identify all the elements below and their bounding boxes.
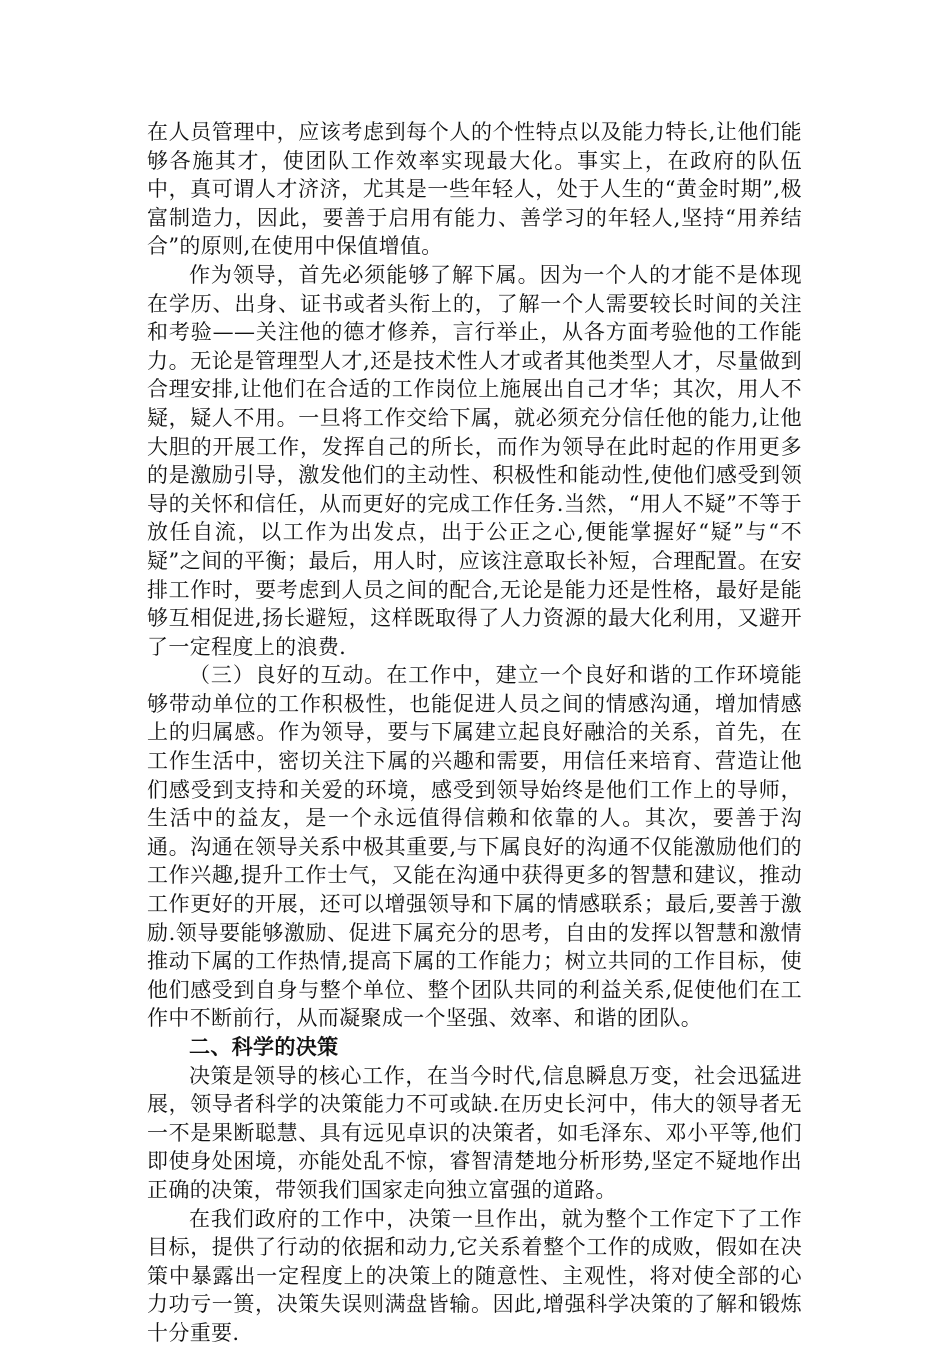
paragraph-talent-management: 在人员管理中，应该考虑到每个人的个性特点以及能力特长,让他们能够各施其才，使团队工作效率实现最大化。事实上，在政府的队伍中，真可谓人才济济，尤其是一些年轻人，处于人生的“黄金时期”,极富制造力，因此，要善于启用有能力、善学习的年轻人,坚持“用养结合”的原则,在使用中保值增值。 bbox=[147, 120, 802, 259]
section-heading-scientific-decision: 二、科学的决策 bbox=[189, 1035, 339, 1059]
document-page bbox=[147, 118, 802, 1348]
paragraph-decision-in-government: 在我们政府的工作中，决策一旦作出，就为整个工作定下了工作目标，提供了行动的依据和动力,它关系着整个工作的成败，假如在决策中暴露出一定程度上的决策上的随意性、主观性，将对使全部的心力功亏一篑，决策失误则满盘皆输。因此,增强科学决策的了解和锻炼十分重要. bbox=[147, 1206, 802, 1345]
paragraph-good-interaction: （三）良好的互动。在工作中，建立一个良好和谐的工作环境能够带动单位的工作积极性，也能促进人员之间的情感沟通，增加情感上的归属感。作为领导，要与下属建立起良好融洽的关系，首先，在工作生活中，密切关注下属的兴趣和需要，用信任来培育、营造让他们感受到支持和关爱的环境，感受到领导始终是他们工作上的导师，生活中的益友，是一个永远值得信赖和依靠的人。其次，要善于沟通。沟通在领导关系中极其重要,与下属良好的沟通不仅能激励他们的工作兴趣,提升工作士气，又能在沟通中获得更多的智慧和建议，推动工作更好的开展，还可以增强领导和下属的情感联系；最后,要善于激励.领导要能够激励、促进下属充分的思考，自由的发挥以智慧和激情推动下属的工作热情,提高下属的工作能力；树立共同的工作目标，使他们感受到自身与整个单位、整个团队共同的利益关系,促使他们在工作中不断前行，从而凝聚成一个坚强、效率、和谐的团队。 bbox=[147, 663, 802, 1031]
paragraph-understand-subordinates: 作为领导，首先必须能够了解下属。因为一个人的才能不是体现在学历、出身、证书或者头衔上的，了解一个人需要较长时间的关注和考验——关注他的德才修养，言行举止，从各方面考验他的工作能力。无论是管理型人才,还是技术性人才或者其他类型人才，尽量做到合理安排,让他们在合适的工作岗位上施展出自己才华；其次，用人不疑，疑人不用。一旦将工作交给下属，就必须充分信任他的能力,让他大胆的开展工作，发挥自己的所长，而作为领导在此时起的作用更多的是激励引导，激发他们的主动性、积极性和能动性,使他们感受到领导的关怀和信任，从而更好的完成工作任务.当然，“用人不疑”不等于放任自流，以工作为出发点，出于公正之心,便能掌握好“疑”与“不疑”之间的平衡；最后，用人时，应该注意取长补短，合理配置。在安排工作时，要考虑到人员之间的配合,无论是能力还是性格，最好是能够互相促进,扬长避短，这样既取得了人力资源的最大化利用，又避开了一定程度上的浪费. bbox=[147, 262, 802, 659]
paragraph-decision-core: 决策是领导的核心工作，在当今时代,信息瞬息万变，社会迅猛进展，领导者科学的决策能力不可或缺.在历史长河中，伟大的领导者无一不是果断聪慧、具有远见卓识的决策者，如毛泽东、邓小平等,他们即使身处困境，亦能处乱不惊，睿智清楚地分析形势,坚定不疑地作出正确的决策，带领我们国家走向独立富强的道路。 bbox=[147, 1063, 802, 1202]
